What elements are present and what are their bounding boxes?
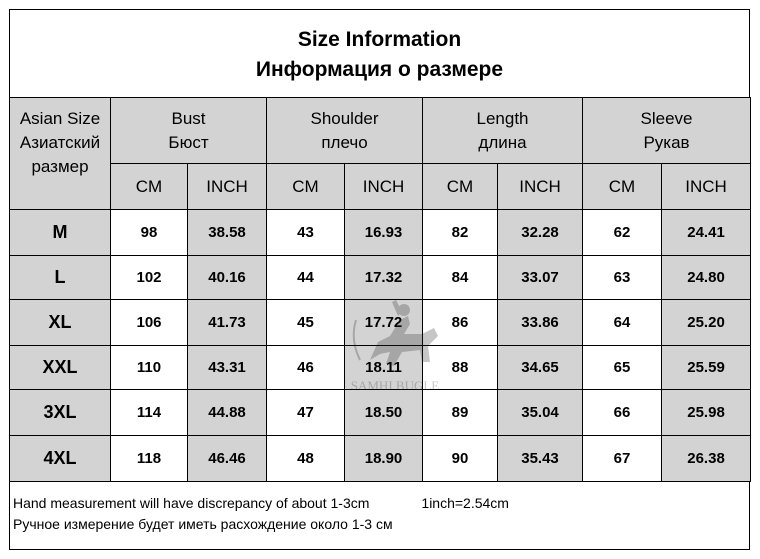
bust-inch-value: 44.88 xyxy=(188,390,267,436)
bust-inch-value: 43.31 xyxy=(188,346,267,390)
header-bust-en: Bust xyxy=(171,108,206,128)
bust-inch-value: 46.46 xyxy=(188,436,267,482)
header-sleeve xyxy=(583,98,751,164)
sleeve-cm-value: 65 xyxy=(583,346,662,390)
sleeve-inch-value: 26.38 xyxy=(662,436,751,482)
note-russian: Ручное измерение будет иметь расхождение около 1-3 см xyxy=(13,516,393,532)
note-conversion: 1inch=2.54cm xyxy=(421,495,509,511)
title-russian: Информация о размере xyxy=(255,58,504,81)
sleeve-inch-value: 25.59 xyxy=(662,346,751,390)
length-cm-value: 82 xyxy=(423,210,498,256)
unit-length-cm: CM xyxy=(423,164,498,210)
size-table xyxy=(9,97,751,482)
table-row xyxy=(10,256,751,300)
shoulder-inch-value: 17.72 xyxy=(345,300,423,346)
table-row xyxy=(10,210,751,256)
table-row xyxy=(10,300,751,346)
unit-shoulder-inch: INCH xyxy=(345,164,423,210)
title-english: Size Information xyxy=(297,28,462,51)
sleeve-cm-value: 67 xyxy=(583,436,662,482)
shoulder-cm-value: 46 xyxy=(267,346,345,390)
sleeve-cm-value: 66 xyxy=(583,390,662,436)
size-label: 4XL xyxy=(10,436,111,482)
header-shoulder-ru: плечо xyxy=(321,132,368,152)
unit-bust-inch: INCH xyxy=(188,164,267,210)
length-inch-value: 32.28 xyxy=(498,210,583,256)
sleeve-inch-value: 24.80 xyxy=(662,256,751,300)
unit-bust-cm: CM xyxy=(111,164,188,210)
length-cm-value: 88 xyxy=(423,346,498,390)
header-sleeve-ru: Рукав xyxy=(643,132,690,152)
sleeve-inch-value: 25.20 xyxy=(662,300,751,346)
table-row xyxy=(10,436,751,482)
header-length-ru: длина xyxy=(478,132,527,152)
header-asian-size-line2: Азиатский xyxy=(19,132,101,152)
length-cm-value: 90 xyxy=(423,436,498,482)
length-inch-value: 35.04 xyxy=(498,390,583,436)
shoulder-inch-value: 18.50 xyxy=(345,390,423,436)
shoulder-inch-value: 17.32 xyxy=(345,256,423,300)
bust-cm-value: 106 xyxy=(111,300,188,346)
size-label: L xyxy=(10,256,111,300)
size-label: XL xyxy=(10,300,111,346)
sleeve-inch-value: 24.41 xyxy=(662,210,751,256)
header-asian-size xyxy=(10,98,111,210)
size-label: XXL xyxy=(10,346,111,390)
length-inch-value: 33.07 xyxy=(498,256,583,300)
bust-cm-value: 114 xyxy=(111,390,188,436)
header-shoulder-en: Shoulder xyxy=(310,108,379,128)
sleeve-cm-value: 62 xyxy=(583,210,662,256)
bust-inch-value: 40.16 xyxy=(188,256,267,300)
bust-cm-value: 102 xyxy=(111,256,188,300)
header-sleeve-en: Sleeve xyxy=(640,108,693,128)
note-english: Hand measurement will have discrepancy of about 1-3cm xyxy=(13,495,370,511)
length-inch-value: 33.86 xyxy=(498,300,583,346)
bust-cm-value: 98 xyxy=(111,210,188,256)
shoulder-cm-value: 47 xyxy=(267,390,345,436)
shoulder-cm-value: 43 xyxy=(267,210,345,256)
unit-shoulder-cm: CM xyxy=(267,164,345,210)
header-bust xyxy=(111,98,267,164)
shoulder-inch-value: 16.93 xyxy=(345,210,423,256)
length-cm-value: 86 xyxy=(423,300,498,346)
bust-inch-value: 38.58 xyxy=(188,210,267,256)
length-cm-value: 89 xyxy=(423,390,498,436)
size-label: M xyxy=(10,210,111,256)
shoulder-cm-value: 45 xyxy=(267,300,345,346)
sleeve-inch-value: 25.98 xyxy=(662,390,751,436)
notes-block xyxy=(9,481,750,550)
sleeve-cm-value: 64 xyxy=(583,300,662,346)
header-shoulder xyxy=(267,98,423,164)
header-length-en: Length xyxy=(476,108,529,128)
shoulder-cm-value: 44 xyxy=(267,256,345,300)
unit-length-inch: INCH xyxy=(498,164,583,210)
bust-cm-value: 110 xyxy=(111,346,188,390)
header-bust-ru: Бюст xyxy=(168,132,209,152)
bust-cm-value: 118 xyxy=(111,436,188,482)
shoulder-inch-value: 18.11 xyxy=(345,346,423,390)
unit-sleeve-cm: CM xyxy=(583,164,662,210)
table-row xyxy=(10,346,751,390)
shoulder-inch-value: 18.90 xyxy=(345,436,423,482)
unit-sleeve-inch: INCH xyxy=(662,164,751,210)
table-row xyxy=(10,390,751,436)
watermark-text: SAMHI BUGLE xyxy=(350,378,440,393)
header-length xyxy=(423,98,583,164)
header-asian-size-line1: Asian Size xyxy=(19,108,101,128)
shoulder-cm-value: 48 xyxy=(267,436,345,482)
length-inch-value: 34.65 xyxy=(498,346,583,390)
length-cm-value: 84 xyxy=(423,256,498,300)
bust-inch-value: 41.73 xyxy=(188,300,267,346)
size-label: 3XL xyxy=(10,390,111,436)
header-asian-size-line3: размер xyxy=(31,156,89,176)
length-inch-value: 35.43 xyxy=(498,436,583,482)
sleeve-cm-value: 63 xyxy=(583,256,662,300)
title-block xyxy=(10,10,749,98)
